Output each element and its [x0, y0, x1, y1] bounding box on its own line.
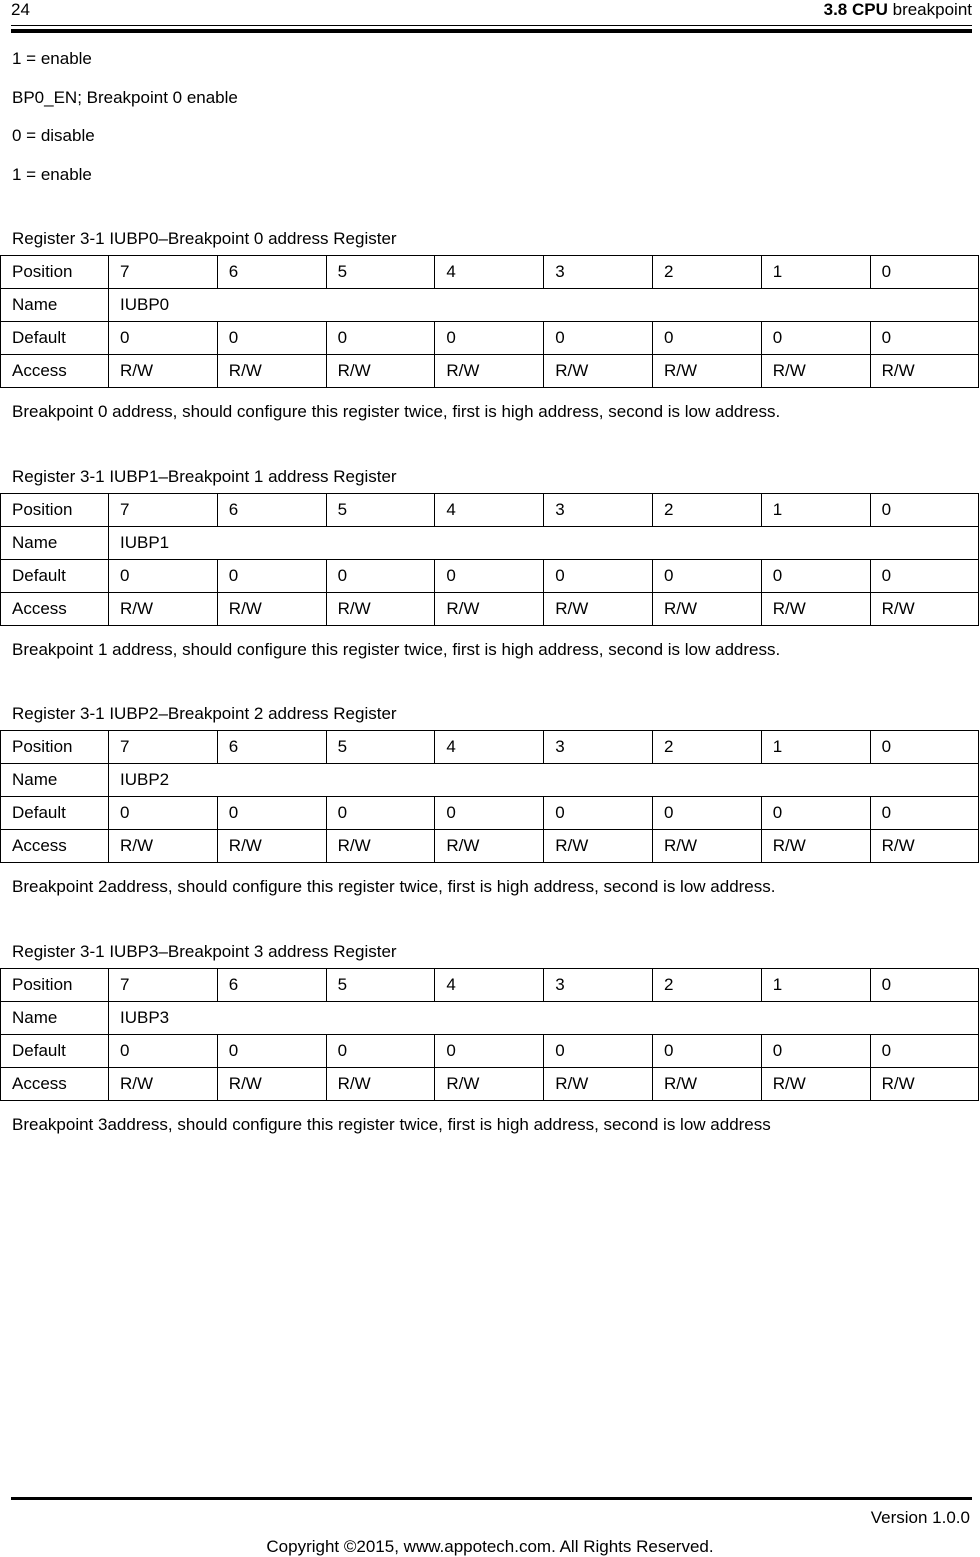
bit-cell: 6: [217, 731, 326, 764]
bit-cell: 0: [326, 560, 435, 593]
bit-cell: 2: [652, 256, 761, 289]
bit-cell: R/W: [761, 593, 870, 626]
bit-cell: 0: [217, 1035, 326, 1068]
bit-cell: 2: [652, 731, 761, 764]
bit-cell: R/W: [109, 830, 218, 863]
name-row: [1, 527, 979, 560]
bit-cell: 0: [761, 1035, 870, 1068]
access-row: [1, 593, 979, 626]
bit-cell: R/W: [435, 1068, 544, 1101]
register-description: Breakpoint 3address, should configure this register twice, first is high address, second is low address: [12, 1115, 771, 1134]
header-rule-thin: [11, 25, 972, 26]
position-row: [1, 494, 979, 527]
register-table: [0, 255, 979, 388]
register-table: [0, 968, 979, 1101]
access-row: [1, 830, 979, 863]
bit-cell: R/W: [761, 355, 870, 388]
register-name: IUBP0: [109, 289, 979, 322]
position-row: [1, 256, 979, 289]
row-label: Access: [1, 355, 109, 388]
bit-cell: R/W: [870, 593, 979, 626]
bit-cell: 0: [435, 1035, 544, 1068]
bit-cell: 0: [870, 797, 979, 830]
bit-cell: 0: [326, 1035, 435, 1068]
bit-cell: 1: [761, 731, 870, 764]
bit-cell: R/W: [109, 1068, 218, 1101]
bit-cell: 0: [109, 322, 218, 355]
intro-line: 1 = enable: [12, 165, 92, 184]
bit-cell: R/W: [870, 1068, 979, 1101]
bit-cell: 2: [652, 494, 761, 527]
bit-cell: R/W: [544, 1068, 653, 1101]
position-row: [1, 731, 979, 764]
bit-cell: 5: [326, 256, 435, 289]
section-number: 3.8 CPU: [823, 0, 888, 19]
version-label: Version 1.0.0: [870, 1508, 970, 1527]
bit-cell: 0: [326, 322, 435, 355]
bit-cell: R/W: [435, 830, 544, 863]
bit-cell: 1: [761, 969, 870, 1002]
intro-line: 1 = enable: [12, 49, 92, 68]
bit-cell: 6: [217, 256, 326, 289]
bit-cell: 0: [652, 797, 761, 830]
bit-cell: 7: [109, 494, 218, 527]
bit-cell: 0: [435, 560, 544, 593]
bit-cell: 0: [544, 322, 653, 355]
bit-cell: 0: [544, 797, 653, 830]
bit-cell: 6: [217, 494, 326, 527]
bit-cell: 0: [109, 1035, 218, 1068]
bit-cell: 0: [652, 322, 761, 355]
register-caption: Register 3-1 IUBP2–Breakpoint 2 address Register: [12, 704, 397, 723]
register-table: [0, 493, 979, 626]
bit-cell: 0: [761, 560, 870, 593]
row-label: Default: [1, 1035, 109, 1068]
bit-cell: 0: [652, 1035, 761, 1068]
bit-cell: 5: [326, 494, 435, 527]
register-name: IUBP1: [109, 527, 979, 560]
bit-cell: 0: [870, 494, 979, 527]
bit-cell: 0: [326, 797, 435, 830]
register-caption: Register 3-1 IUBP0–Breakpoint 0 address Register: [12, 229, 397, 248]
bit-cell: 0: [761, 322, 870, 355]
bit-cell: 3: [544, 969, 653, 1002]
row-label: Default: [1, 322, 109, 355]
bit-cell: 0: [652, 560, 761, 593]
access-row: [1, 355, 979, 388]
name-row: [1, 289, 979, 322]
row-label: Position: [1, 494, 109, 527]
bit-cell: R/W: [217, 593, 326, 626]
bit-cell: R/W: [761, 830, 870, 863]
bit-cell: 0: [870, 256, 979, 289]
page-number: 24: [11, 0, 30, 19]
row-label: Name: [1, 1002, 109, 1035]
bit-cell: R/W: [870, 355, 979, 388]
bit-cell: 0: [109, 797, 218, 830]
row-label: Name: [1, 527, 109, 560]
row-label: Position: [1, 256, 109, 289]
bit-cell: 0: [435, 322, 544, 355]
register-description: Breakpoint 1 address, should configure this register twice, first is high address, second is low address.: [12, 640, 781, 659]
bit-cell: R/W: [435, 355, 544, 388]
header-rule-thick: [11, 29, 972, 33]
bit-cell: R/W: [652, 830, 761, 863]
row-label: Access: [1, 1068, 109, 1101]
bit-cell: R/W: [652, 593, 761, 626]
bit-cell: R/W: [326, 355, 435, 388]
bit-cell: R/W: [761, 1068, 870, 1101]
section-title: [824, 0, 972, 20]
bit-cell: 0: [870, 969, 979, 1002]
bit-cell: R/W: [326, 830, 435, 863]
bit-cell: 0: [217, 322, 326, 355]
bit-cell: 7: [109, 969, 218, 1002]
bit-cell: 0: [761, 797, 870, 830]
row-label: Name: [1, 289, 109, 322]
row-label: Position: [1, 731, 109, 764]
row-label: Name: [1, 764, 109, 797]
register-name: IUBP2: [109, 764, 979, 797]
bit-cell: 5: [326, 731, 435, 764]
bit-cell: 3: [544, 494, 653, 527]
register-caption: Register 3-1 IUBP1–Breakpoint 1 address Register: [12, 467, 397, 486]
bit-cell: 6: [217, 969, 326, 1002]
row-label: Default: [1, 560, 109, 593]
bit-cell: 0: [217, 560, 326, 593]
footer-rule: [11, 1497, 972, 1500]
bit-cell: 4: [435, 256, 544, 289]
bit-cell: 0: [870, 1035, 979, 1068]
bit-cell: R/W: [652, 1068, 761, 1101]
bit-cell: R/W: [109, 355, 218, 388]
bit-cell: 4: [435, 731, 544, 764]
bit-cell: 5: [326, 969, 435, 1002]
bit-cell: 0: [217, 797, 326, 830]
bit-cell: 0: [544, 1035, 653, 1068]
name-row: [1, 764, 979, 797]
bit-cell: 7: [109, 256, 218, 289]
bit-cell: 0: [870, 731, 979, 764]
register-name: IUBP3: [109, 1002, 979, 1035]
intro-line: BP0_EN; Breakpoint 0 enable: [12, 88, 238, 107]
bit-cell: 3: [544, 256, 653, 289]
default-row: [1, 560, 979, 593]
row-label: Access: [1, 593, 109, 626]
access-row: [1, 1068, 979, 1101]
bit-cell: R/W: [544, 355, 653, 388]
intro-line: 0 = disable: [12, 126, 95, 145]
bit-cell: R/W: [326, 593, 435, 626]
register-caption: Register 3-1 IUBP3–Breakpoint 3 address Register: [12, 942, 397, 961]
bit-cell: 0: [109, 560, 218, 593]
position-row: [1, 969, 979, 1002]
bit-cell: R/W: [652, 355, 761, 388]
bit-cell: R/W: [870, 830, 979, 863]
row-label: Access: [1, 830, 109, 863]
bit-cell: R/W: [109, 593, 218, 626]
bit-cell: 0: [544, 560, 653, 593]
bit-cell: R/W: [217, 1068, 326, 1101]
bit-cell: R/W: [544, 593, 653, 626]
bit-cell: 4: [435, 969, 544, 1002]
register-table: [0, 730, 979, 863]
section-title-text: breakpoint: [892, 0, 972, 19]
bit-cell: 0: [435, 797, 544, 830]
bit-cell: 3: [544, 731, 653, 764]
default-row: [1, 1035, 979, 1068]
bit-cell: R/W: [326, 1068, 435, 1101]
bit-cell: 1: [761, 494, 870, 527]
row-label: Position: [1, 969, 109, 1002]
register-description: Breakpoint 2address, should configure this register twice, first is high address, second is low address.: [12, 877, 776, 896]
name-row: [1, 1002, 979, 1035]
bit-cell: R/W: [544, 830, 653, 863]
bit-cell: R/W: [435, 593, 544, 626]
bit-cell: R/W: [217, 830, 326, 863]
bit-cell: 4: [435, 494, 544, 527]
bit-cell: 0: [870, 560, 979, 593]
bit-cell: 2: [652, 969, 761, 1002]
bit-cell: R/W: [217, 355, 326, 388]
copyright-notice: Copyright ©2015, www.appotech.com. All Rights Reserved.: [266, 1537, 714, 1556]
bit-cell: 0: [870, 322, 979, 355]
bit-cell: 7: [109, 731, 218, 764]
register-description: Breakpoint 0 address, should configure this register twice, first is high address, second is low address.: [12, 402, 781, 421]
default-row: [1, 322, 979, 355]
row-label: Default: [1, 797, 109, 830]
default-row: [1, 797, 979, 830]
bit-cell: 1: [761, 256, 870, 289]
